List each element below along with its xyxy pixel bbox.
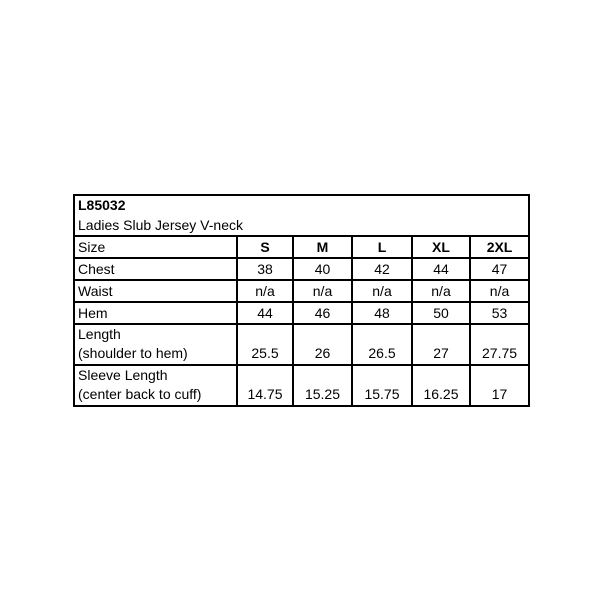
table-cell: 15.75 bbox=[352, 365, 412, 406]
row-label bbox=[74, 324, 237, 365]
row-label-line: Hem bbox=[78, 305, 108, 321]
size-header-l: L bbox=[352, 236, 412, 258]
table-cell: 25.5 bbox=[237, 324, 293, 365]
size-header-s: S bbox=[237, 236, 293, 258]
table-cell: 46 bbox=[293, 302, 352, 324]
product-name: Ladies Slub Jersey V-neck bbox=[78, 216, 243, 233]
table-row bbox=[74, 302, 529, 324]
table-row bbox=[74, 280, 529, 302]
row-label bbox=[74, 258, 237, 280]
table-cell: 50 bbox=[412, 302, 470, 324]
table-row bbox=[74, 324, 529, 365]
table-cell: n/a bbox=[293, 280, 352, 302]
table-cell: 27.75 bbox=[470, 324, 529, 365]
table-cell: 26 bbox=[293, 324, 352, 365]
header-row bbox=[74, 236, 529, 258]
table-cell: 44 bbox=[412, 258, 470, 280]
table-cell: 27 bbox=[412, 324, 470, 365]
table-cell: n/a bbox=[237, 280, 293, 302]
size-header-label: Size bbox=[74, 236, 237, 258]
table-cell: 15.25 bbox=[293, 365, 352, 406]
size-chart-table bbox=[73, 194, 530, 407]
table-cell: 40 bbox=[293, 258, 352, 280]
table-cell: n/a bbox=[470, 280, 529, 302]
row-label-line: Sleeve Length bbox=[78, 367, 168, 383]
table-cell: n/a bbox=[412, 280, 470, 302]
size-header-2xl: 2XL bbox=[470, 236, 529, 258]
row-label bbox=[74, 280, 237, 302]
table-cell: 48 bbox=[352, 302, 412, 324]
table-row bbox=[74, 258, 529, 280]
title-row bbox=[74, 195, 529, 215]
size-header-xl: XL bbox=[412, 236, 470, 258]
table-cell: 44 bbox=[237, 302, 293, 324]
row-label-line: (center back to cuff) bbox=[78, 386, 202, 402]
table-cell: 17 bbox=[470, 365, 529, 406]
table-cell: 38 bbox=[237, 258, 293, 280]
row-label-line: Waist bbox=[78, 283, 113, 299]
row-label-line: (shoulder to hem) bbox=[78, 345, 188, 361]
size-header-m: M bbox=[293, 236, 352, 258]
table-row bbox=[74, 365, 529, 406]
subtitle-row bbox=[74, 215, 529, 236]
row-label bbox=[74, 302, 237, 324]
row-label-line: Length bbox=[78, 326, 121, 342]
table-cell: 47 bbox=[470, 258, 529, 280]
product-code: L85032 bbox=[78, 197, 126, 213]
table-cell: 42 bbox=[352, 258, 412, 280]
row-label-line: Chest bbox=[78, 261, 115, 277]
table-cell: 16.25 bbox=[412, 365, 470, 406]
table-cell: 26.5 bbox=[352, 324, 412, 365]
table-cell: 53 bbox=[470, 302, 529, 324]
row-label bbox=[74, 365, 237, 406]
table-cell: 14.75 bbox=[237, 365, 293, 406]
table-cell: n/a bbox=[352, 280, 412, 302]
